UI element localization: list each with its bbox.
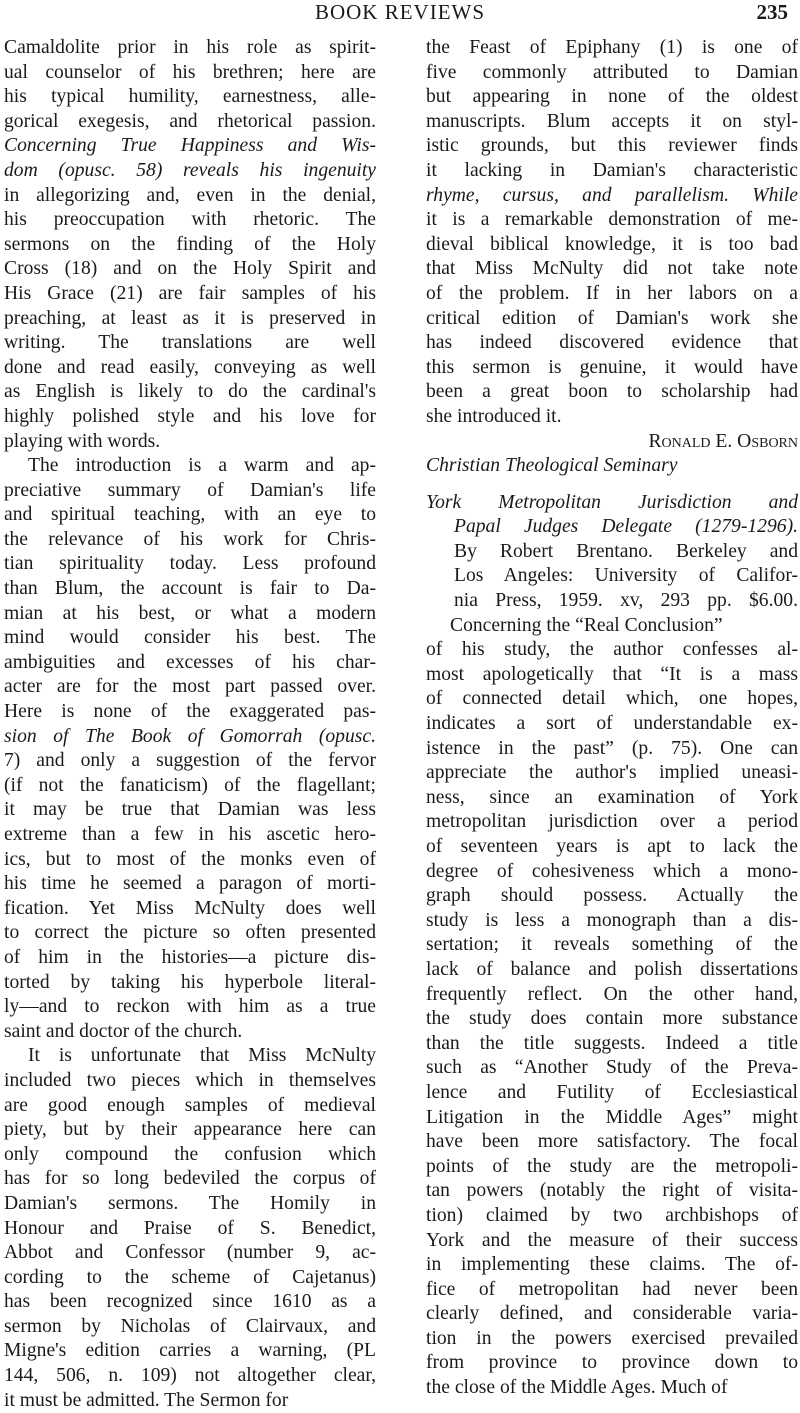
text-line: Abbot and Confessor (number 9, ac-: [4, 1242, 376, 1264]
text-line: York Metropolitan Jurisdiction and: [426, 491, 798, 513]
text-line: Camaldolite prior in his role as spirit-: [4, 37, 376, 58]
text-line: study is less a monograph than a dis-: [426, 909, 798, 931]
text-line: Ronald E. Osborn: [648, 430, 798, 452]
text-line: of him in the histories—a picture dis-: [4, 946, 376, 968]
text-line: nia Press, 1959. xv, 293 pp. $6.00.: [454, 590, 798, 612]
text-line: dom (opusc. 58) reveals his ingenuity: [4, 159, 376, 181]
text-line: than Blum, the account is fair to Da-: [4, 578, 376, 600]
text-line: only compound the confusion which: [4, 1143, 376, 1165]
text-line: fication. Yet Miss McNulty does well: [4, 897, 376, 919]
text-line: done and read easily, conveying as well: [4, 356, 376, 378]
text-line: The introduction is a warm and ap-: [28, 455, 376, 477]
text-line: highly polished style and his love for: [4, 405, 376, 427]
text-line: five commonly attributed to Damian: [426, 61, 798, 83]
text-line: degree of cohesiveness which a mono-: [426, 860, 798, 882]
text-line: istic grounds, but this reviewer finds: [426, 135, 798, 157]
text-line: his preoccupation with rhetoric. The: [4, 209, 376, 231]
text-line: indicates a sort of understandable ex-: [426, 713, 798, 735]
text-line: rhyme, cursus, and parallelism. While: [426, 184, 798, 206]
text-line: most apologetically that “It is a mass: [426, 663, 798, 685]
text-line: it must be admitted. The Sermon for: [4, 1389, 289, 1411]
text-line: cording to the scheme of Cajetanus): [4, 1266, 376, 1288]
text-line: graph should possess. Actually the: [426, 885, 798, 907]
text-line: istence in the past” (p. 75). One can: [426, 737, 798, 759]
left-column: [4, 36, 376, 1413]
text-line: By Robert Brentano. Berkeley and: [454, 540, 798, 562]
text-line: piety, but by their appearance here can: [4, 1119, 376, 1141]
text-line: has indeed discovered evidence that: [426, 332, 798, 354]
page-number: 235: [756, 0, 788, 24]
text-line: Migne's edition carries a warning, (PL: [4, 1340, 376, 1362]
text-line: ness, since an examination of York: [426, 786, 798, 808]
text-line: Concerning the “Real Conclusion”: [450, 614, 723, 636]
running-header: [0, 0, 800, 28]
text-line: 144, 506, n. 109) not altogether clear,: [4, 1365, 376, 1387]
text-line: tion) claimed by two archbishops of: [426, 1204, 798, 1226]
text-line: Concerning True Happiness and Wis-: [4, 135, 376, 157]
text-line: appreciate the author's implied uneasi-: [426, 762, 798, 784]
text-line: preaching, at least as it is preserved in: [4, 307, 376, 329]
text-line: sermon by Nicholas of Clairvaux, and: [4, 1315, 376, 1337]
text-line: of connected detail which, one hopes,: [426, 688, 798, 710]
text-line: sion of The Book of Gomorrah (opusc.: [4, 725, 376, 747]
text-line: ual counselor of his brethren; here are: [4, 61, 376, 83]
text-line: metropolitan jurisdiction over a period: [426, 811, 798, 833]
text-line: sermons on the finding of the Holy: [4, 233, 376, 255]
text-line: 7) and only a suggestion of the fervor: [4, 750, 376, 772]
text-line: in allegorizing and, even in the denial,: [4, 184, 376, 206]
text-line: Cross (18) and on the Holy Spirit and: [4, 258, 376, 280]
text-line: writing. The translations are well: [4, 332, 376, 354]
text-line: the close of the Middle Ages. Much of: [426, 1377, 728, 1399]
text-line: it may be true that Damian was less: [4, 799, 376, 821]
text-line: Christian Theological Seminary: [426, 455, 678, 477]
text-line: clearly defined, and considerable varia-: [426, 1303, 798, 1325]
text-line: mian at his best, or what a modern: [4, 602, 376, 624]
text-line: York and the measure of their success: [426, 1229, 798, 1251]
text-line: manuscripts. Blum accepts it on styl-: [426, 110, 798, 132]
text-line: Los Angeles: University of Califor-: [454, 565, 798, 587]
text-line: fice of metropolitan had never been: [426, 1278, 798, 1300]
text-line: the relevance of his work for Chris-: [4, 528, 376, 550]
text-line: this sermon is genuine, it would have: [426, 356, 798, 378]
text-line: [426, 479, 798, 491]
text-line: of his study, the author confesses al-: [426, 639, 798, 661]
text-line: tion in the powers exercised prevailed: [426, 1327, 798, 1349]
text-line: mind would consider his best. The: [4, 627, 376, 649]
text-line: playing with words.: [4, 430, 161, 452]
text-line: his time he seemed a paragon of morti-: [4, 873, 376, 895]
text-line: Honour and Praise of S. Benedict,: [4, 1217, 376, 1239]
text-line: torted by taking his hyperbole literal-: [4, 971, 376, 993]
text-line: such as “Another Study of the Preva-: [426, 1057, 798, 1079]
text-line: and spiritual teaching, with an eye to: [4, 504, 376, 526]
text-line: It is unfortunate that Miss McNulty: [28, 1045, 376, 1067]
text-line: lack of balance and polish dissertations: [426, 958, 798, 980]
text-line: preciative summary of Damian's life: [4, 479, 376, 501]
text-line: dieval biblical knowledge, it is too bad: [426, 233, 798, 255]
text-line: she introduced it.: [426, 405, 562, 427]
text-line: tian spirituality today. Less profound: [4, 553, 376, 575]
text-line: His Grace (21) are fair samples of his: [4, 282, 376, 304]
text-line: ambiguities and excesses of his char-: [4, 651, 376, 673]
text-line: sertation; it reveals something of the: [426, 934, 798, 956]
text-line: it is a remarkable demonstration of me-: [426, 209, 798, 231]
text-line: extreme than a few in his ascetic hero-: [4, 824, 376, 845]
text-line: gorical exegesis, and rhetorical passion.: [4, 110, 376, 132]
running-title: BOOK REVIEWS: [314, 0, 486, 24]
text-line: as English is likely to do the cardinal's: [4, 381, 376, 403]
text-line: the study does contain more substance: [426, 1008, 798, 1030]
text-line: Litigation in the Middle Ages” might: [426, 1106, 798, 1128]
text-line: critical edition of Damian's work she: [426, 307, 798, 329]
text-line: that Miss McNulty did not take note: [426, 258, 798, 280]
text-line: Damian's sermons. The Homily in: [4, 1192, 376, 1214]
text-line: of seventeen years is apt to lack the: [426, 836, 798, 857]
text-line: from province to province down to: [426, 1352, 798, 1374]
text-line: Here is none of the exaggerated pas-: [4, 701, 376, 723]
text-line: lence and Futility of Ecclesiastical: [426, 1081, 798, 1103]
text-line: frequently reflect. On the other hand,: [426, 983, 798, 1005]
text-line: in implementing these claims. The of-: [426, 1254, 798, 1276]
text-line: of the problem. If in her labors on a: [426, 282, 798, 304]
text-line: saint and doctor of the church.: [4, 1020, 243, 1042]
text-line: are good enough samples of medieval: [4, 1094, 376, 1116]
text-line: but appearing in none of the oldest: [426, 86, 798, 108]
text-line: have been more satisfactory. The focal: [426, 1131, 798, 1153]
text-line: ics, but to most of the monks even of: [4, 848, 376, 870]
text-line: has been recognized since 1610 as a: [4, 1291, 376, 1313]
text-line: to correct the picture so often presented: [4, 922, 376, 944]
text-line: ly—and to reckon with him as a true: [4, 996, 376, 1018]
text-line: his typical humility, earnestness, alle-: [4, 86, 376, 108]
text-line: Papal Judges Delegate (1279-1296).: [454, 516, 798, 538]
text-line: acter are for the most part passed over.: [4, 676, 376, 698]
right-column: [426, 36, 798, 1401]
text-line: points of the study are the metropoli-: [426, 1155, 798, 1177]
text-line: than the title suggests. Indeed a title: [426, 1032, 798, 1054]
text-line: it lacking in Damian's characteristic: [426, 159, 798, 181]
text-line: the Feast of Epiphany (1) is one of: [426, 37, 798, 58]
text-line: been a great boon to scholarship had: [426, 381, 798, 403]
text-line: included two pieces which in themselves: [4, 1069, 376, 1091]
text-line: tan powers (notably the right of visita-: [426, 1180, 798, 1202]
text-line: (if not the fanaticism) of the flagellant;: [4, 774, 376, 796]
text-line: has for so long bedeviled the corpus of: [4, 1168, 376, 1190]
